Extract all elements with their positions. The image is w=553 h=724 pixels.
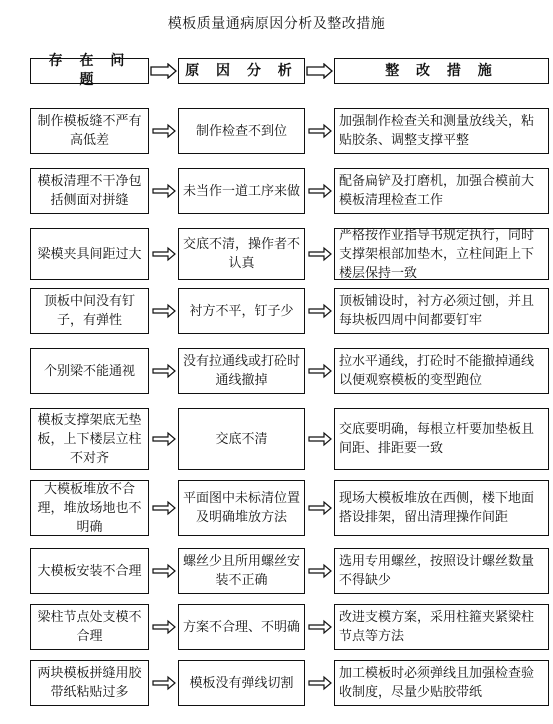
problem-box: 个别梁不能通视	[30, 348, 149, 394]
arrow-icon	[149, 183, 178, 199]
arrow-problem-to-cause	[149, 500, 178, 516]
arrow-icon	[149, 63, 178, 79]
arrow-cause-to-measure	[305, 303, 334, 319]
arrow-icon	[149, 563, 178, 579]
problem-box: 梁模夹具间距过大	[30, 228, 149, 280]
problem-box: 大模板安装不合理	[30, 548, 149, 594]
problem-box: 制作模板缝不严有高低差	[30, 108, 149, 154]
measure-box: 选用专用螺丝，按照设计螺丝数量不得缺少	[334, 548, 549, 594]
arrow-problem-to-cause	[149, 183, 178, 199]
table-row	[0, 228, 553, 280]
table-row	[0, 660, 553, 706]
arrow-cause-to-measure	[305, 500, 334, 516]
header-problem: 存 在 问 题	[30, 58, 149, 84]
measure-box: 现场大模板堆放在西侧，楼下地面搭设排架，留出清理操作间距	[334, 480, 549, 536]
arrow-icon	[149, 303, 178, 319]
measure-box: 拉水平通线，打砼时不能撤掉通线以便观察模板的变型跑位	[334, 348, 549, 394]
cause-box: 交底不清	[178, 408, 305, 470]
arrow-icon	[149, 363, 178, 379]
measure-box: 顶板铺设时，衬方必须过刨，并且每块板四周中间都要钉牢	[334, 288, 549, 334]
arrow-cause-to-measure	[305, 675, 334, 691]
arrow-cause-to-measure	[305, 619, 334, 635]
cause-box: 模板没有弹线切割	[178, 660, 305, 706]
arrow-problem-to-cause	[149, 303, 178, 319]
arrow-icon	[149, 431, 178, 447]
arrow-cause-to-measure	[305, 431, 334, 447]
measure-box: 加强制作检查关和测量放线关，粘贴胶条、调整支撑平整	[334, 108, 549, 154]
header-arrow-2	[305, 63, 334, 79]
problem-box: 模板支撑架底无垫板，上下楼层立柱不对齐	[30, 408, 149, 470]
arrow-icon	[305, 123, 334, 139]
table-row	[0, 480, 553, 536]
arrow-icon	[305, 431, 334, 447]
problem-box: 顶板中间没有钉子，有弹性	[30, 288, 149, 334]
arrow-icon	[149, 246, 178, 262]
cause-box: 平面图中未标清位置及明确堆放方法	[178, 480, 305, 536]
problem-box: 梁柱节点处支模不合理	[30, 604, 149, 650]
problem-box: 模板清理不干净包括侧面对拼缝	[30, 168, 149, 214]
arrow-icon	[305, 675, 334, 691]
arrow-icon	[149, 123, 178, 139]
cause-box: 没有拉通线或打砼时通线撤掉	[178, 348, 305, 394]
arrow-icon	[305, 563, 334, 579]
arrow-cause-to-measure	[305, 183, 334, 199]
header-cause: 原 因 分 析	[178, 58, 305, 84]
arrow-icon	[305, 500, 334, 516]
arrow-problem-to-cause	[149, 619, 178, 635]
table-row	[0, 348, 553, 394]
arrow-problem-to-cause	[149, 563, 178, 579]
cause-box: 螺丝少且所用螺丝安装不正确	[178, 548, 305, 594]
arrow-icon	[149, 675, 178, 691]
problem-box: 两块模板拼缝用胶带纸粘贴过多	[30, 660, 149, 706]
arrow-cause-to-measure	[305, 563, 334, 579]
arrow-cause-to-measure	[305, 246, 334, 262]
arrow-icon	[305, 303, 334, 319]
arrow-problem-to-cause	[149, 675, 178, 691]
table-row	[0, 408, 553, 470]
arrow-cause-to-measure	[305, 123, 334, 139]
table-row	[0, 168, 553, 214]
header-arrow-1	[149, 63, 178, 79]
arrow-problem-to-cause	[149, 431, 178, 447]
table-row	[0, 288, 553, 334]
arrow-icon	[305, 363, 334, 379]
problem-box: 大模板堆放不合理，堆放场地也不明确	[30, 480, 149, 536]
arrow-cause-to-measure	[305, 363, 334, 379]
arrow-icon	[305, 619, 334, 635]
measure-box: 改进支模方案，采用柱箍夹紧梁柱节点等方法	[334, 604, 549, 650]
header-row	[0, 53, 553, 88]
cause-box: 方案不合理、不明确	[178, 604, 305, 650]
arrow-problem-to-cause	[149, 246, 178, 262]
arrow-icon	[149, 619, 178, 635]
measure-box: 严格按作业指导书规定执行，同时支撑架根部加垫木，立柱间距上下楼层保持一致	[334, 228, 549, 280]
table-row	[0, 604, 553, 650]
arrow-problem-to-cause	[149, 363, 178, 379]
measure-box: 加工模板时必须弹线且加强检查验收制度，尽量少贴胶带纸	[334, 660, 549, 706]
arrow-icon	[149, 500, 178, 516]
arrow-problem-to-cause	[149, 123, 178, 139]
measure-box: 交底要明确，每根立杆要加垫板且间距、排距要一致	[334, 408, 549, 470]
header-measure: 整 改 措 施	[334, 58, 549, 84]
arrow-icon	[305, 246, 334, 262]
cause-box: 交底不清，操作者不认真	[178, 228, 305, 280]
table-row	[0, 548, 553, 594]
cause-box: 制作检查不到位	[178, 108, 305, 154]
diagram-title: 模板质量通病原因分析及整改措施	[167, 16, 386, 32]
measure-box: 配备扁铲及打磨机，加强合模前大模板清理检查工作	[334, 168, 549, 214]
arrow-icon	[305, 63, 334, 79]
table-row	[0, 108, 553, 154]
cause-box: 未当作一道工序来做	[178, 168, 305, 214]
cause-box: 衬方不平，钉子少	[178, 288, 305, 334]
arrow-icon	[305, 183, 334, 199]
